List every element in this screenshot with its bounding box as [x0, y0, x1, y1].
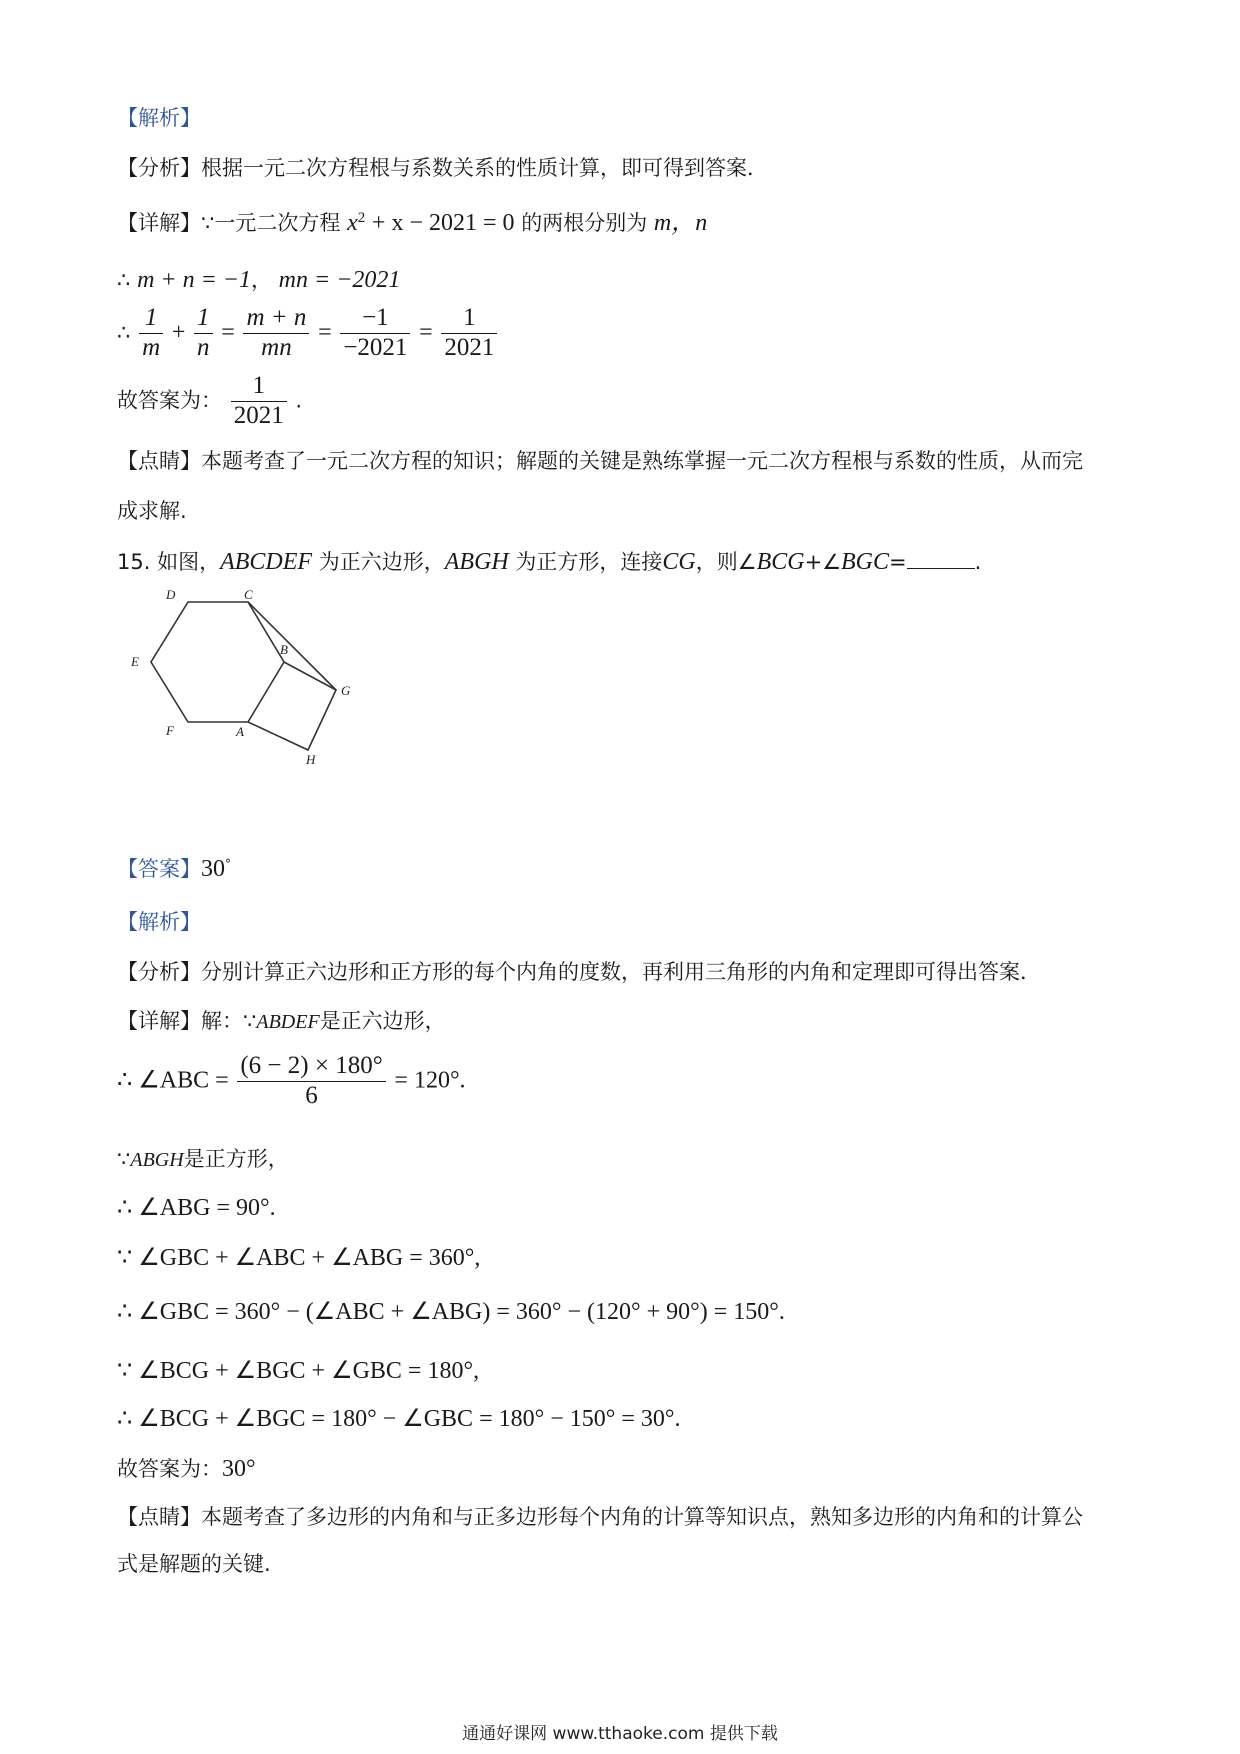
label-g: G [341, 683, 351, 698]
dianjing-line-2: 成求解. [117, 499, 187, 523]
question-15 [117, 548, 981, 577]
xiangjie-tail: 是正六边形， [319, 1009, 446, 1033]
page-footer: 通通好课网 www.tthaoke.com 提供下载 [462, 1724, 778, 1744]
fraction-one-over-2021 [441, 304, 497, 363]
sum-of-roots: m + n = −1 [137, 267, 251, 293]
denominator: n [197, 333, 210, 361]
square-tail: 是正方形， [183, 1147, 289, 1171]
label-h: H [306, 752, 316, 765]
plus-sign: + [171, 319, 186, 346]
because-symbol: ∵ [117, 1147, 131, 1171]
answer-period: . [295, 388, 303, 413]
fenxi-text: 根据一元二次方程根与系数关系的性质计算，即可得到答案． [201, 156, 768, 180]
analysis-tag: 【解析】 [117, 106, 201, 130]
final-answer-line [117, 1455, 256, 1484]
denominator: 6 [305, 1081, 318, 1109]
denominator: mn [261, 333, 292, 361]
equation-x: x [347, 210, 358, 236]
xiangjie-tag: 【详解】 [117, 211, 201, 235]
fenxi-paragraph-15 [117, 960, 1041, 985]
fraction-chain [117, 304, 499, 363]
fenxi-tag: 【分析】 [117, 156, 201, 180]
denominator: 2021 [444, 333, 495, 361]
label-a: A [236, 724, 244, 739]
xiangjie-pre: ∵一元二次方程 [201, 211, 341, 235]
therefore-symbol: ∴ [117, 268, 131, 292]
angle-abg-line: ∴ ∠ABG = 90°. [117, 1195, 276, 1221]
label-f: F [166, 723, 174, 738]
numerator: 1 [231, 372, 287, 402]
fenxi-text: 分别计算正六边形和正方形的每个内角的度数，再利用三角形的内角和定理即可得出答案． [201, 960, 1041, 984]
numerator: 1 [441, 304, 497, 334]
fraction-sum-over-product [243, 304, 309, 363]
numerator: m + n [243, 304, 309, 334]
angle-sum-360-line: ∵ ∠GBC + ∠ABC + ∠ABG = 360°, [117, 1245, 481, 1271]
question-end: . [974, 550, 982, 574]
dianjing-line-1: 本题考查了多边形的内角和与正多边形每个内角的计算等知识点，熟知多边形的内角和的计算公 [201, 1505, 1083, 1529]
xiangjie-paragraph [117, 209, 707, 238]
angle-bcg: BCG [756, 549, 805, 575]
analysis-tag-15: 【解析】 [117, 910, 201, 934]
xiangjie-text: 解：∵ [201, 1009, 257, 1033]
numerator: −1 [340, 304, 410, 334]
equals: = [889, 550, 907, 574]
hexagon-abcdef [151, 602, 284, 722]
separator: ， [250, 268, 272, 292]
label-c: C [244, 587, 253, 602]
roots: m，n [653, 210, 708, 236]
segment-cg: CG [662, 549, 696, 575]
denominator: m [142, 333, 161, 361]
fenxi-paragraph [117, 156, 768, 181]
square-line [117, 1147, 289, 1172]
angle-bgc: BGC [841, 549, 890, 575]
dianjing-tag: 【点睛】 [117, 1505, 201, 1529]
answer-line [117, 372, 302, 431]
geometry-figure [120, 585, 380, 765]
answer-tag: 【答案】 [117, 857, 201, 881]
question-text-3: ，则∠ [695, 550, 757, 574]
final-answer: 30° [222, 1456, 256, 1482]
segment-cg [248, 602, 336, 690]
fraction-one-over-m [139, 304, 163, 363]
denominator: −2021 [343, 333, 408, 361]
triangle-sum-line: ∵ ∠BCG + ∠BGC + ∠GBC = 180°, [117, 1358, 480, 1384]
answer-value: 30 [201, 856, 225, 882]
xiangjie-paragraph-15 [117, 1009, 446, 1034]
answer-blank [907, 550, 975, 569]
answer-label: 故答案为： [117, 388, 222, 413]
numerator: 1 [194, 304, 213, 334]
vieta-line [117, 266, 400, 295]
label-d: D [166, 587, 176, 602]
plus-angle: +∠ [804, 550, 842, 574]
dianjing-paragraph-15 [117, 1505, 1083, 1530]
hexagon-name: ABDEF [256, 1011, 320, 1033]
answer-15 [117, 855, 231, 884]
therefore-symbol: ∴ [117, 320, 131, 345]
equals-sign: = [318, 319, 332, 346]
angle-abc-line [117, 1052, 466, 1111]
dianjing-line-1: 本题考查了一元二次方程的知识；解题的关键是熟练掌握一元二次方程根与系数的性质，从而完 [201, 449, 1083, 473]
question-text-2: 为正方形，连接 [515, 550, 663, 574]
equation-exponent: 2 [357, 210, 366, 226]
question-text-1: 为正六边形， [318, 550, 445, 574]
dianjing-tag: 【点睛】 [117, 449, 201, 473]
square-name: ABGH [444, 549, 509, 575]
result-line: ∴ ∠BCG + ∠BGC = 180° − ∠GBC = 180° − 150° = 30°. [117, 1406, 681, 1432]
equation-rest: + x − 2021 = 0 [371, 210, 515, 236]
question-number: 15. 如图， [117, 550, 221, 574]
dianjing-line-2: 式是解题的关键. [117, 1552, 271, 1576]
answer-fraction [231, 372, 287, 431]
label-b: B [280, 642, 288, 657]
fraction-neg-one-over-neg-2021 [340, 304, 410, 363]
equals-sign: = [419, 319, 433, 346]
denominator: 2021 [233, 401, 284, 429]
angle-gbc-line: ∴ ∠GBC = 360° − (∠ABC + ∠ABG) = 360° − (120° + 90°) = 150°. [117, 1299, 785, 1325]
answer-label: 故答案为： [117, 1457, 222, 1481]
xiangjie-post: 的两根分别为 [521, 211, 648, 235]
angle-abc-lhs: ∴ ∠ABC = [117, 1067, 229, 1094]
hexagon-name: ABCDEF [220, 549, 313, 575]
square-name: ABGH [130, 1149, 184, 1171]
product-of-roots: mn = −2021 [278, 267, 401, 293]
fraction-one-over-n [194, 304, 213, 363]
dianjing-paragraph [117, 449, 1083, 474]
fenxi-tag: 【分析】 [117, 960, 201, 984]
angle-abc-result: = 120°. [394, 1067, 466, 1094]
degree-sign: ° [225, 857, 231, 871]
interior-angle-fraction [237, 1052, 385, 1111]
label-e: E [131, 654, 139, 669]
equals-sign: = [221, 319, 235, 346]
numerator: (6 − 2) × 180° [237, 1052, 385, 1082]
square-abgh [248, 662, 336, 750]
xiangjie-tag: 【详解】 [117, 1009, 201, 1033]
numerator: 1 [139, 304, 163, 334]
